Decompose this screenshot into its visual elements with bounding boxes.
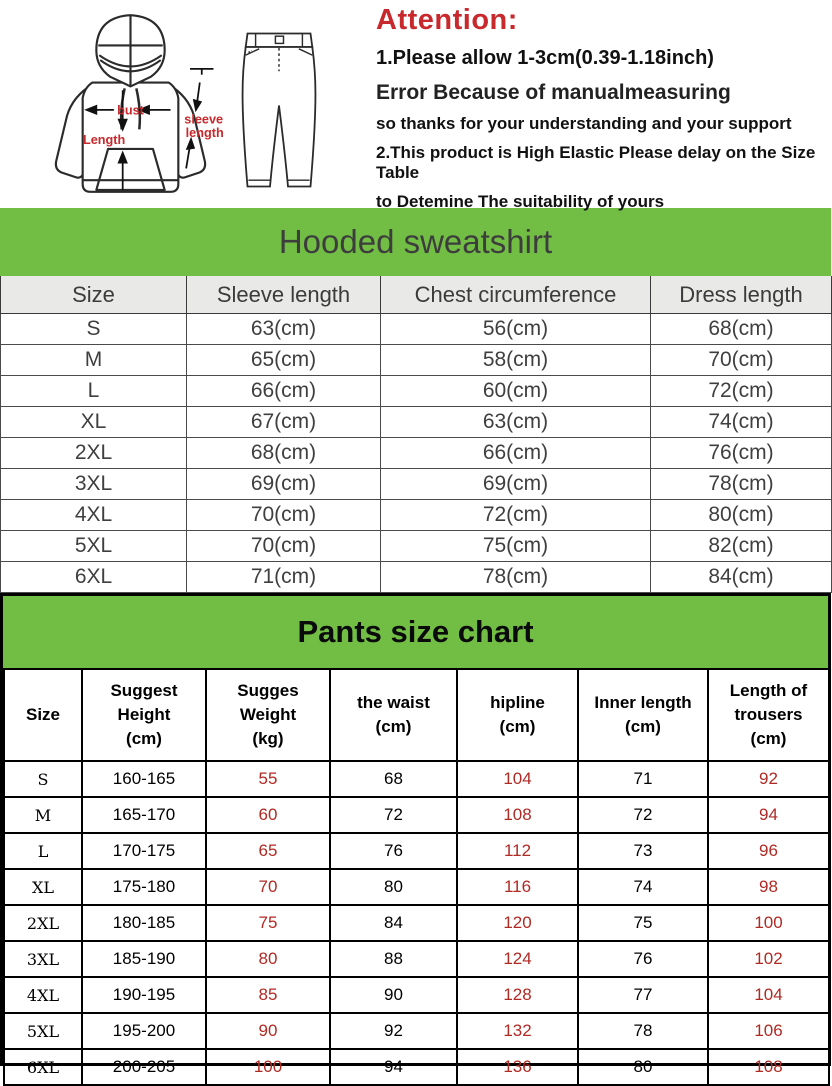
measure-cell: 84	[330, 905, 457, 941]
size-cell: 6XL	[4, 1049, 82, 1085]
measure-cell: 75	[578, 905, 708, 941]
table-row	[4, 761, 829, 797]
column-header: Inner length (cm)	[578, 670, 708, 761]
measure-cell: 76	[330, 833, 457, 869]
column-header: Size	[4, 670, 82, 761]
measure-cell: 120	[457, 905, 578, 941]
measure-cell: 160-165	[82, 761, 206, 797]
column-header: hipline (cm)	[457, 670, 578, 761]
table-row	[1, 562, 832, 593]
attention-block	[376, 4, 828, 212]
measure-cell: 70(cm)	[651, 345, 832, 376]
measure-cell: 136	[457, 1049, 578, 1085]
hoodie-size-table	[0, 276, 832, 593]
measure-cell: 78	[578, 1013, 708, 1049]
measure-cell: 80	[206, 941, 330, 977]
size-cell: 3XL	[1, 469, 187, 500]
measure-cell: 65	[206, 833, 330, 869]
table-row	[1, 469, 832, 500]
measure-cell: 56(cm)	[381, 314, 651, 345]
measure-cell: 68(cm)	[187, 438, 381, 469]
measure-cell: 116	[457, 869, 578, 905]
size-cell: 4XL	[1, 500, 187, 531]
measure-cell: 185-190	[82, 941, 206, 977]
measure-cell: 88	[330, 941, 457, 977]
measure-cell: 200-205	[82, 1049, 206, 1085]
measure-cell: 98	[708, 869, 829, 905]
measure-cell: 104	[457, 761, 578, 797]
measure-cell: 67(cm)	[187, 407, 381, 438]
measure-cell: 84(cm)	[651, 562, 832, 593]
measure-cell: 63(cm)	[187, 314, 381, 345]
measure-cell: 80	[578, 1049, 708, 1085]
measure-cell: 92	[708, 761, 829, 797]
top-section	[0, 0, 831, 211]
size-cell: XL	[1, 407, 187, 438]
column-header: Length of trousers (cm)	[708, 670, 829, 761]
size-cell: L	[1, 376, 187, 407]
measure-cell: 175-180	[82, 869, 206, 905]
size-cell: 6XL	[1, 562, 187, 593]
attention-line-5: to Detemine The suitability of yours	[376, 192, 665, 211]
measure-cell: 108	[457, 797, 578, 833]
measure-cell: 80	[330, 869, 457, 905]
measure-cell: 65(cm)	[187, 345, 381, 376]
measure-cell: 74	[578, 869, 708, 905]
bust-label: bust	[117, 103, 144, 118]
measure-cell: 75(cm)	[381, 531, 651, 562]
table-row	[1, 500, 832, 531]
column-header: Suggest Height (cm)	[82, 670, 206, 761]
size-cell: M	[1, 345, 187, 376]
hoodie-diagram	[28, 4, 233, 204]
measure-cell: 90	[206, 1013, 330, 1049]
measure-cell: 69(cm)	[381, 469, 651, 500]
attention-line-1: 1.Please allow 1-3cm(0.39-1.18inch)	[376, 47, 714, 69]
attention-line-3: so thanks for your understanding and your support	[376, 114, 792, 133]
measure-cell: 170-175	[82, 833, 206, 869]
sleeve-length-label-line1: sleeve	[184, 112, 224, 127]
size-cell: L	[4, 833, 82, 869]
measure-cell: 70(cm)	[187, 531, 381, 562]
measure-cell: 94	[330, 1049, 457, 1085]
size-cell: 2XL	[4, 905, 82, 941]
measure-cell: 60	[206, 797, 330, 833]
size-cell: S	[4, 761, 82, 797]
pants-table-body	[4, 761, 829, 1085]
measure-cell: 75	[206, 905, 330, 941]
measure-cell: 74(cm)	[651, 407, 832, 438]
measure-cell: 94	[708, 797, 829, 833]
measure-cell: 92	[330, 1013, 457, 1049]
measure-cell: 73	[578, 833, 708, 869]
table-row	[4, 941, 829, 977]
measure-cell: 85	[206, 977, 330, 1013]
measure-cell: 132	[457, 1013, 578, 1049]
measure-cell: 70(cm)	[187, 500, 381, 531]
size-cell: M	[4, 797, 82, 833]
measure-cell: 102	[708, 941, 829, 977]
table-row	[1, 531, 832, 562]
pants-banner	[3, 596, 828, 670]
measure-cell: 63(cm)	[381, 407, 651, 438]
pants-banner-title: Pants size chart	[297, 614, 534, 649]
measure-cell: 71	[578, 761, 708, 797]
pants-header-row	[4, 670, 829, 761]
size-cell: 2XL	[1, 438, 187, 469]
measure-cell: 68(cm)	[651, 314, 832, 345]
table-row	[4, 869, 829, 905]
measure-cell: 70	[206, 869, 330, 905]
table-row	[4, 1049, 829, 1085]
measure-cell: 58(cm)	[381, 345, 651, 376]
size-cell: 4XL	[4, 977, 82, 1013]
column-header: Dress length	[651, 276, 832, 314]
measure-cell: 72	[578, 797, 708, 833]
measure-cell: 180-185	[82, 905, 206, 941]
hoodie-table-body	[1, 314, 832, 593]
measure-cell: 100	[206, 1049, 330, 1085]
hoodie-banner-title: Hooded sweatshirt	[278, 223, 553, 260]
measure-cell: 76	[578, 941, 708, 977]
measure-cell: 55	[206, 761, 330, 797]
table-row	[4, 1013, 829, 1049]
attention-title: Attention:	[376, 4, 518, 36]
measure-cell: 72	[330, 797, 457, 833]
measure-cell: 106	[708, 1013, 829, 1049]
size-cell: 5XL	[1, 531, 187, 562]
size-cell: 5XL	[4, 1013, 82, 1049]
length-label: Length	[82, 133, 126, 148]
pants-size-table	[3, 670, 830, 1086]
pants-diagram	[234, 20, 324, 200]
table-row	[4, 905, 829, 941]
measure-cell: 78(cm)	[651, 469, 832, 500]
sleeve-length-label-line2: length	[185, 126, 224, 141]
table-row	[4, 797, 829, 833]
column-header: Sleeve length	[187, 276, 381, 314]
measure-cell: 104	[708, 977, 829, 1013]
measure-cell: 195-200	[82, 1013, 206, 1049]
measure-cell: 69(cm)	[187, 469, 381, 500]
hoodie-banner	[0, 208, 831, 276]
measure-cell: 100	[708, 905, 829, 941]
measure-cell: 68	[330, 761, 457, 797]
table-row	[1, 407, 832, 438]
measure-cell: 76(cm)	[651, 438, 832, 469]
measure-cell: 80(cm)	[651, 500, 832, 531]
attention-line-2: Error Because of manualmeasuring	[376, 81, 731, 104]
measure-cell: 112	[457, 833, 578, 869]
size-cell: XL	[4, 869, 82, 905]
measure-cell: 66(cm)	[381, 438, 651, 469]
measure-cell: 128	[457, 977, 578, 1013]
pants-section	[0, 593, 831, 1077]
table-row	[1, 376, 832, 407]
measure-cell: 72(cm)	[381, 500, 651, 531]
measure-cell: 77	[578, 977, 708, 1013]
measure-cell: 66(cm)	[187, 376, 381, 407]
table-row	[1, 314, 832, 345]
measure-cell: 71(cm)	[187, 562, 381, 593]
measure-cell: 190-195	[82, 977, 206, 1013]
measure-cell: 108	[708, 1049, 829, 1085]
table-row	[4, 833, 829, 869]
size-cell: S	[1, 314, 187, 345]
measure-cell: 78(cm)	[381, 562, 651, 593]
measure-cell: 124	[457, 941, 578, 977]
column-header: Sugges Weight (kg)	[206, 670, 330, 761]
measure-cell: 60(cm)	[381, 376, 651, 407]
attention-line-4: 2.This product is High Elastic Please delay on the Size Table	[376, 143, 816, 182]
hoodie-header-row	[1, 276, 832, 314]
size-cell: 3XL	[4, 941, 82, 977]
measure-cell: 165-170	[82, 797, 206, 833]
table-row	[1, 438, 832, 469]
measure-cell: 82(cm)	[651, 531, 832, 562]
measure-cell: 72(cm)	[651, 376, 832, 407]
table-row	[1, 345, 832, 376]
measure-cell: 96	[708, 833, 829, 869]
column-header: the waist (cm)	[330, 670, 457, 761]
table-row	[4, 977, 829, 1013]
column-header: Size	[1, 276, 187, 314]
column-header: Chest circumference	[381, 276, 651, 314]
measure-cell: 90	[330, 977, 457, 1013]
